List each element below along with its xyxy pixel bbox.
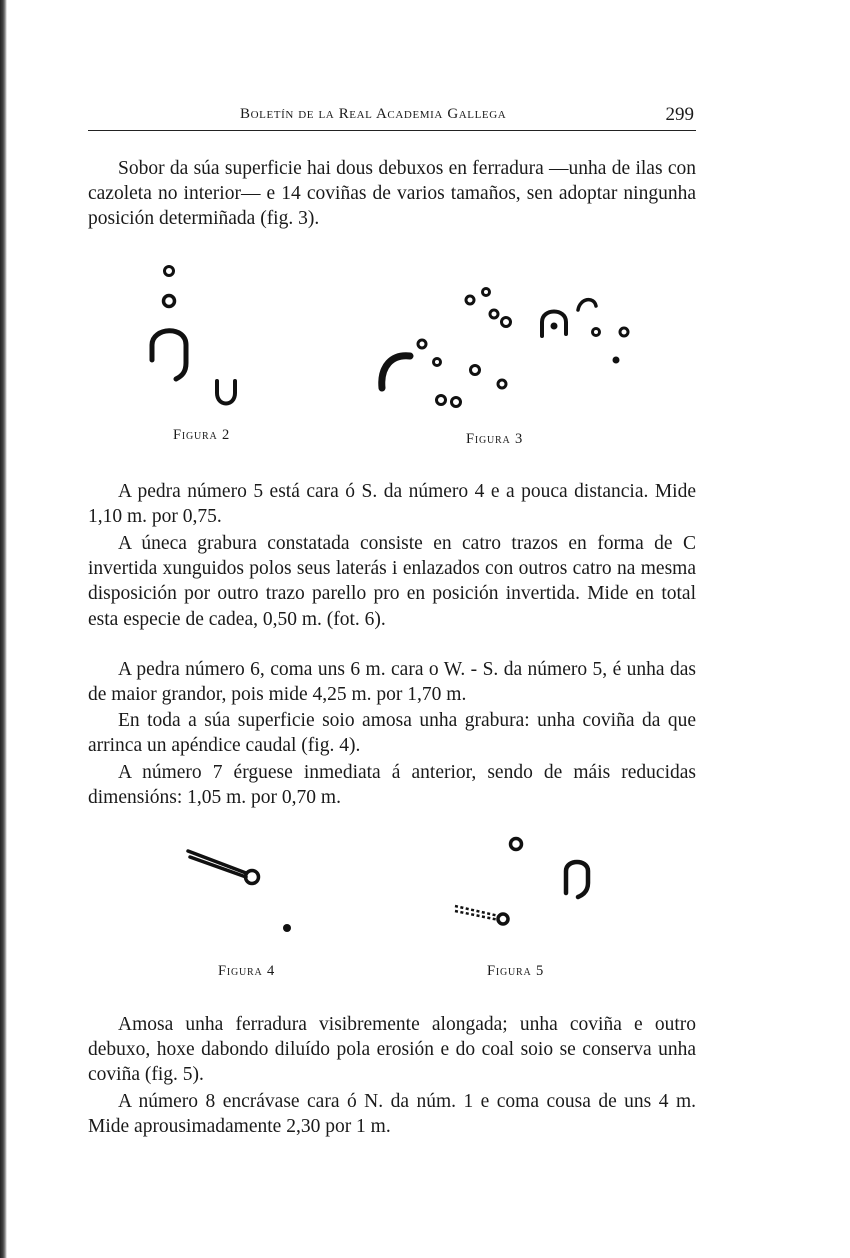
fig3-cup-mark bbox=[466, 296, 474, 304]
fig3-cup-mark bbox=[452, 398, 461, 407]
paragraph-3: A úneca grabura constatada consiste en catro trazos en forma de C invertida xunguidos polos seus laterás i enlazados con outros catro na mesma disposición por outro trazo parello pro en posición invertida. Mide en total esta especie de cadea, 0,50 m. (fot. 6). bbox=[88, 533, 696, 630]
fig3-small-c-mark bbox=[578, 300, 596, 310]
paragraph-8: A número 8 encrávase cara ó N. da núm. 1 e coma cousa de uns 4 m. Mide aprousimadamente 2,30 por 1 m. bbox=[88, 1091, 696, 1138]
fig4-caudal-appendix bbox=[190, 857, 246, 877]
fig3-cup-mark bbox=[471, 366, 480, 375]
fig4-caudal-appendix bbox=[188, 851, 246, 873]
paragraph-5: En toda a súa superficie soio amosa unha grabura: unha coviña da que arrinca un apéndice caudal (fig. 4). bbox=[88, 710, 696, 757]
page-binding-edge bbox=[0, 0, 7, 1258]
fig3-cup-mark bbox=[620, 328, 628, 336]
paragraph-1: Sobor da súa superficie hai dous debuxos en ferradura —unha de ilas con cazoleta no interior— e 14 coviñas de varios tamaños, sen adoptar ningunha posición determiñada (fig. 3). bbox=[88, 158, 696, 230]
fig5-cup-mark-eroded bbox=[498, 914, 508, 924]
fig2-horseshoe-large bbox=[152, 331, 186, 379]
running-header bbox=[88, 104, 696, 131]
fig3-cup-mark bbox=[490, 310, 498, 318]
fig5-cup-mark bbox=[511, 839, 522, 850]
figure-5-caption: Figura 5 bbox=[487, 963, 545, 979]
figure-4-drawing bbox=[180, 840, 310, 950]
fig2-cup-mark bbox=[165, 267, 174, 276]
fig3-cup-mark bbox=[498, 380, 506, 388]
figure-4-caption: Figura 4 bbox=[218, 963, 276, 979]
fig3-cup-mark bbox=[593, 329, 600, 336]
fig3-cup-mark bbox=[613, 357, 620, 364]
running-title: Boletín de la Real Academia Gallega bbox=[240, 106, 507, 122]
fig2-cup-mark bbox=[164, 296, 175, 307]
figure-3-drawing bbox=[370, 280, 670, 420]
fig3-cup-mark bbox=[434, 359, 441, 366]
fig2-horseshoe-small bbox=[217, 381, 235, 404]
fig3-cup-mark bbox=[502, 318, 511, 327]
fig4-cup-mark bbox=[283, 924, 291, 932]
fig5-elongated-horseshoe bbox=[566, 862, 588, 897]
figure-2-caption: Figura 2 bbox=[173, 427, 231, 443]
figure-5-drawing bbox=[445, 825, 615, 935]
paragraph-4: A pedra número 6, coma uns 6 m. cara o W. - S. da número 5, é unha das de maior grandor, pois mide 4,25 m. por 1,70 m. bbox=[88, 659, 696, 706]
paragraph-7: Amosa unha ferradura visibremente alongada; unha coviña e outro debuxo, hoxe dabondo diluído pola erosión e do coal soio se conserva unha coviña (fig. 5). bbox=[88, 1014, 696, 1086]
fig3-cup-mark bbox=[483, 289, 490, 296]
fig3-inner-cup bbox=[551, 323, 558, 330]
paragraph-6: A número 7 érguese inmediata á anterior, sendo de máis reducidas dimensións: 1,05 m. por 0,70 m. bbox=[88, 762, 696, 809]
fig3-cup-mark bbox=[437, 396, 446, 405]
page-number: 299 bbox=[665, 104, 694, 125]
figure-2-drawing bbox=[140, 255, 290, 415]
fig3-horseshoe-curved bbox=[382, 356, 410, 388]
paragraph-2: A pedra número 5 está cara ó S. da número 4 e a pouca distancia. Mide 1,10 m. por 0,75. bbox=[88, 481, 696, 528]
fig3-cup-mark bbox=[418, 340, 426, 348]
figure-3-caption: Figura 3 bbox=[466, 431, 524, 447]
